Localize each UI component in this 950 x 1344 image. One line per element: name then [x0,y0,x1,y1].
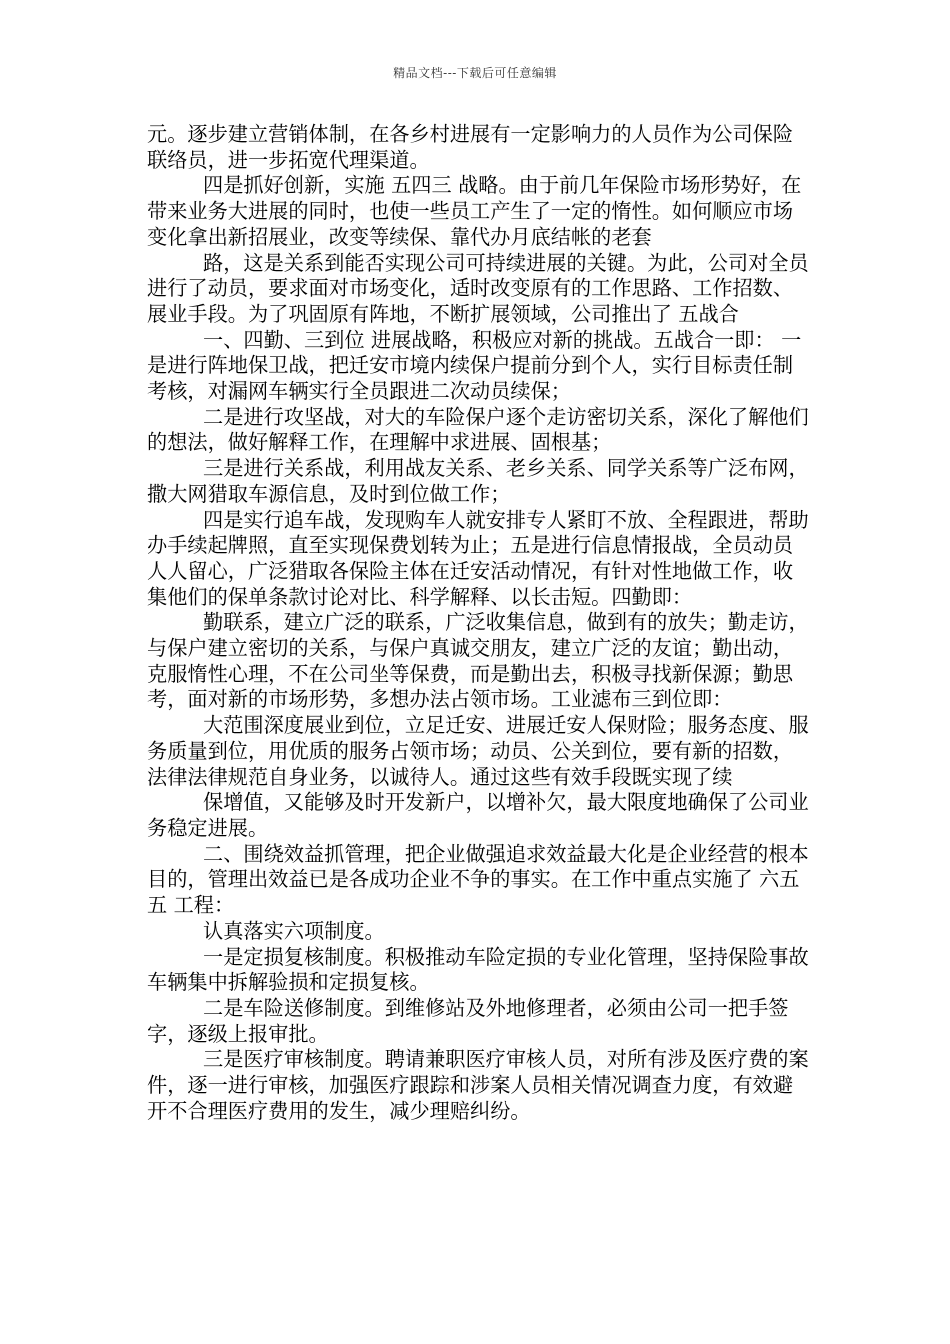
paragraph-14: 二是车险送修制度。到维修站及外地修理者，必须由公司一把手签字，逐级上报审批。 [147,995,789,1046]
paragraph-8: 勤联系，建立广泛的联系，广泛收集信息，做到有的放失；勤走访，与保户建立密切的关系，与保户真诚交朋友，建立广泛的友谊；勤出动，克服惰性心理，不在公司坐等保费，而是勤出去，积极寻找新保源；勤思考，面对新的市场形势，多想办法占领市场。工业滤布三到位即： [147,610,809,712]
paragraph-13: 一是定损复核制度。积极推动车险定损的专业化管理，坚持保险事故车辆集中拆解验损和定损复核。 [147,944,809,995]
paragraph-5: 二是进行攻坚战，对大的车险保户逐个走访密切关系，深化了解他们的想法，做好解释工作，在理解中求进展、固根基； [147,404,809,455]
paragraph-6: 三是进行关系战，利用战友关系、老乡关系、同学关系等广泛布网，撒大网猎取车源信息，及时到位做工作； [147,456,809,506]
paragraph-1: 元。逐步建立营销体制，在各乡村进展有一定影响力的人员作为公司保险联络员，进一步拓宽代理渠道。 [147,122,794,172]
page-header: 精品文档---下载后可任意编辑 [393,66,557,80]
paragraph-3: 路，这是关系到能否实现公司可持续进展的关键。为此，公司对全员进行了动员，要求面对市场变化，适时改变原有的工作思路、工作招数、展业手段。为了巩固原有阵地，不断扩展领域，公司推出了 五战合 [147,250,809,326]
paragraph-12: 认真落实六项制度。 [203,918,385,943]
paragraph-9: 大范围深度展业到位，立足迁安、进展迁安人保财险；服务态度、服务质量到位，用优质的服务占领市场；动员、公关到位，要有新的招数，法律法律规范自身业务，以诚待人。通过这些有效手段既实现了续 [147,713,809,789]
paragraph-10: 保增值，又能够及时开发新户，以增补欠，最大限度地确保了公司业务稳定进展。 [147,790,809,840]
paragraph-11: 二、围绕效益抓管理，把企业做强追求效益最大化是企业经营的根本目的，管理出效益已是各成功企业不争的事实。在工作中重点实施了 六五五 工程： [147,841,809,918]
paragraph-2: 四是抓好创新，实施 五四三 战略。由于前几年保险市场形势好，在带来业务大进展的同时，也使一些员工产生了一定的惰性。如何顺应市场变化拿出新招展业，改变等续保、靠代办月底结帐的老套 [147,173,802,249]
paragraph-7: 四是实行追车战，发现购车人就安排专人紧盯不放、全程跟进，帮助办手续起牌照，直至实现保费划转为止；五是进行信息情报战，全员动员人人留心，广泛猎取各保险主体在迁安活动情况，有针对性地做工作，收集他们的保单条款讨论对比、科学解释、以长击短。四勤即： [147,507,809,609]
paragraph-4: 一、四勤、三到位 进展战略，积极应对新的挑战。五战合一即： 一是进行阵地保卫战，把迁安市境内续保户提前分到个人，实行目标责任制考核，对漏网车辆实行全员跟进二次动员续保； [147,327,802,404]
document-body [147,122,810,1124]
paragraph-15: 三是医疗审核制度。聘请兼职医疗审核人员，对所有涉及医疗费的案件，逐一进行审核，加强医疗跟踪和涉案人员相关情况调查力度，有效避开不合理医疗费用的发生，减少理赔纠纷。 [147,1047,809,1123]
